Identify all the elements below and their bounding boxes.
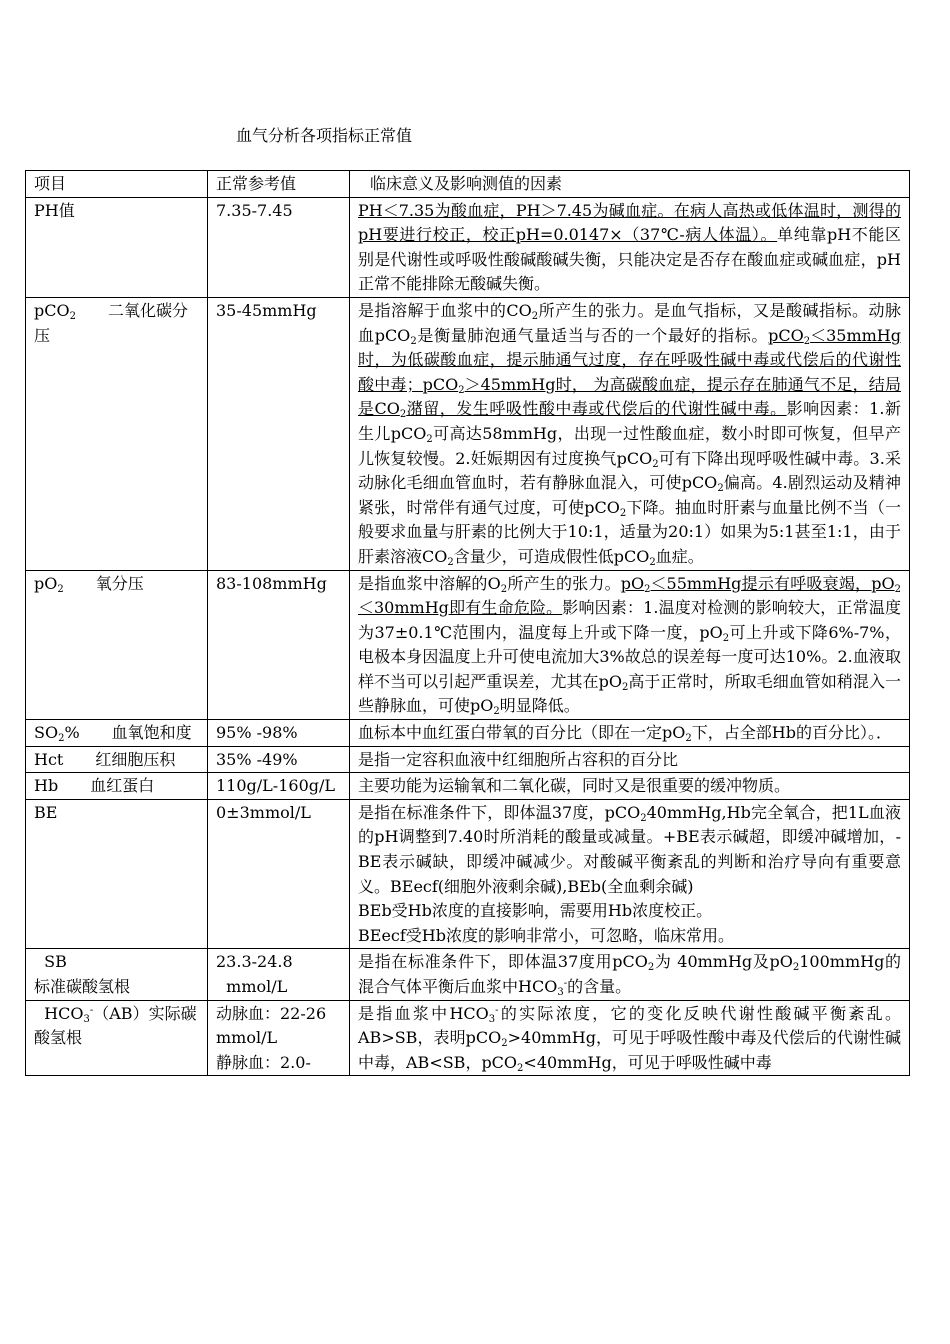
item-cell: Hct 红细胞压积 [26,746,208,773]
table-row [26,799,910,949]
meaning-cell: 是指溶解于血浆中的$CO_2$所产生的张力。是血气指标，又是酸碱指标。动脉血pCO$_2$是衡量肺泡通气量适当与否的一个最好的指标。pCO$_2$＜35mmHg时，为低碳酸血症，提示肺通气过度，存在呼吸性碱中毒或代偿后的代谢性酸中毒；pCO$_2$＞45mmHg时， 为高碳酸血症，提示存在肺通气不足，结局是$CO_2$潴留，发生呼吸性酸中毒或代偿后的代谢性碱中毒。影响因素：1.新生儿pCO$_2$可高达58mmHg，出现一过性酸血症，数小时即可恢复，但早产儿恢复较慢。2.妊娠期因有过度换气pCO$_2$可有下降出现呼吸性碱中毒。3.采动脉化毛细血管血时，若有静脉血混入，可使pCO$_2$偏高。4.剧烈运动及精神紧张，时常伴有通气过度，可使pCO$_2$下降。抽血时肝素与血量比例不当（一般要求血量与肝素的比例大于10:1，适量为20:1）如果为5:1甚至1:1，由于肝素溶液$CO_2$含量少，可造成假性低pCO$_2$血症。 [350,297,910,570]
item-cell: Hb 血红蛋白 [26,773,208,800]
item-cell: pCO$_2$ 二氧化碳分压 [26,297,208,570]
normal-cell: 23.3-24.8 mmol/L [208,949,350,1000]
item-cell: PH值 [26,197,208,297]
item-cell: $HCO_3^-(AB)$实际碳酸氢根 [26,1000,208,1076]
header-item: 项目 [26,171,208,198]
normal-cell: 动脉血：22-26 mmol/L 静脉血：2.0- [208,1000,350,1076]
header-meaning: 临床意义及影响测值的因素 [350,171,910,198]
normal-cell: 7.35-7.45 [208,197,350,297]
item-cell: $SO_2\%$ 血氧饱和度 [26,720,208,747]
table-row [26,746,910,773]
meaning-cell: PH＜7.35为酸血症，PH＞7.45为碱血症。在病人高热或低体温时，测得的pH要进行校正，校正pH=0.0147×（37℃-病人体温）。单纯靠pH不能区别是代谢性或呼吸性酸碱酸碱失衡，只能决定是否存在酸血症或碱血症，pH正常不能排除无酸碱失衡。 [350,197,910,297]
normal-cell: 95% -98% [208,720,350,747]
meaning-cell: 是指在标准条件下，即体温37度用pCO$_2$为 40mmHg及$pO_2100mmHg$的混合气体平衡后血浆中$HCO_3^-$的含量。 [350,949,910,1000]
table-row [26,570,910,720]
table-row [26,773,910,800]
normal-cell: 35% -49% [208,746,350,773]
table-row [26,720,910,747]
meaning-cell: 血标本中血红蛋白带氧的百分比（即在一定$pO_2$下，占全部Hb的百分比）。． [350,720,910,747]
item-cell: SB 标准碳酸氢根 [26,949,208,1000]
normal-cell: 35-45mmHg [208,297,350,570]
normal-cell: 83-108mmHg [208,570,350,720]
normal-cell: 0±3mmol/L [208,799,350,949]
meaning-cell: 是指一定容积血液中红细胞所占容积的百分比 [350,746,910,773]
table-row [26,949,910,1000]
table-row [26,297,910,570]
header-normal: 正常参考值 [208,171,350,198]
meaning-cell: 主要功能为运输氧和二氧化碳，同时又是很重要的缓冲物质。 [350,773,910,800]
normal-cell: 110g/L-160g/L [208,773,350,800]
blood-gas-table [25,170,910,1076]
item-cell: $pO_2$ 氧分压 [26,570,208,720]
table-row [26,197,910,297]
meaning-cell: 是指血浆中$HCO_3^-$的实际浓度，它的变化反映代谢性酸碱平衡紊乱。AB>SB，表明pCO$_2$>40mmHg，可见于呼吸性酸中毒及代偿后的代谢性碱中毒，AB<SB，pCO$_2$<40mmHg，可见于呼吸性碱中毒 [350,1000,910,1076]
table-row [26,1000,910,1076]
page-title: 血气分析各项指标正常值 [236,126,413,145]
table-header-row [26,171,910,198]
item-cell: BE [26,799,208,949]
meaning-cell: 是指在标准条件下，即体温37度，pCO$_2$40mmHg,Hb完全氧合，把1L血液的pH调整到7.40时所消耗的酸量或减量。+BE表示碱超，即缓冲碱增加，-BE表示碱缺，即缓冲碱减少。对酸碱平衡紊乱的判断和治疗导向有重要意义。BEecf(细胞外液剩余碱),BEb(全血剩余碱) BEb受Hb浓度的直接影响，需要用Hb浓度校正。 BEecf受Hb浓度的影响非常小，可忽略，临床常用。 [350,799,910,949]
meaning-cell: 是指血浆中溶解的$O_2$所产生的张力。$pO_2<55mmHg$提示有呼吸衰竭，$pO_2<30mmHg$即有生命危险。影响因素：1.温度对检测的影响较大，正常温度为37±0.1℃范围内，温度每上升或下降一度，$pO_2$可上升或下降6%-7%，电极本身因温度上升可使电流加大3%故总的误差每一度可达10%。2.血液取样不当可以引起严重误差，尤其在$pO_2$高于正常时，所取毛细血管如稍混入一些静脉血，可使$pO_2$明显降低。 [350,570,910,720]
